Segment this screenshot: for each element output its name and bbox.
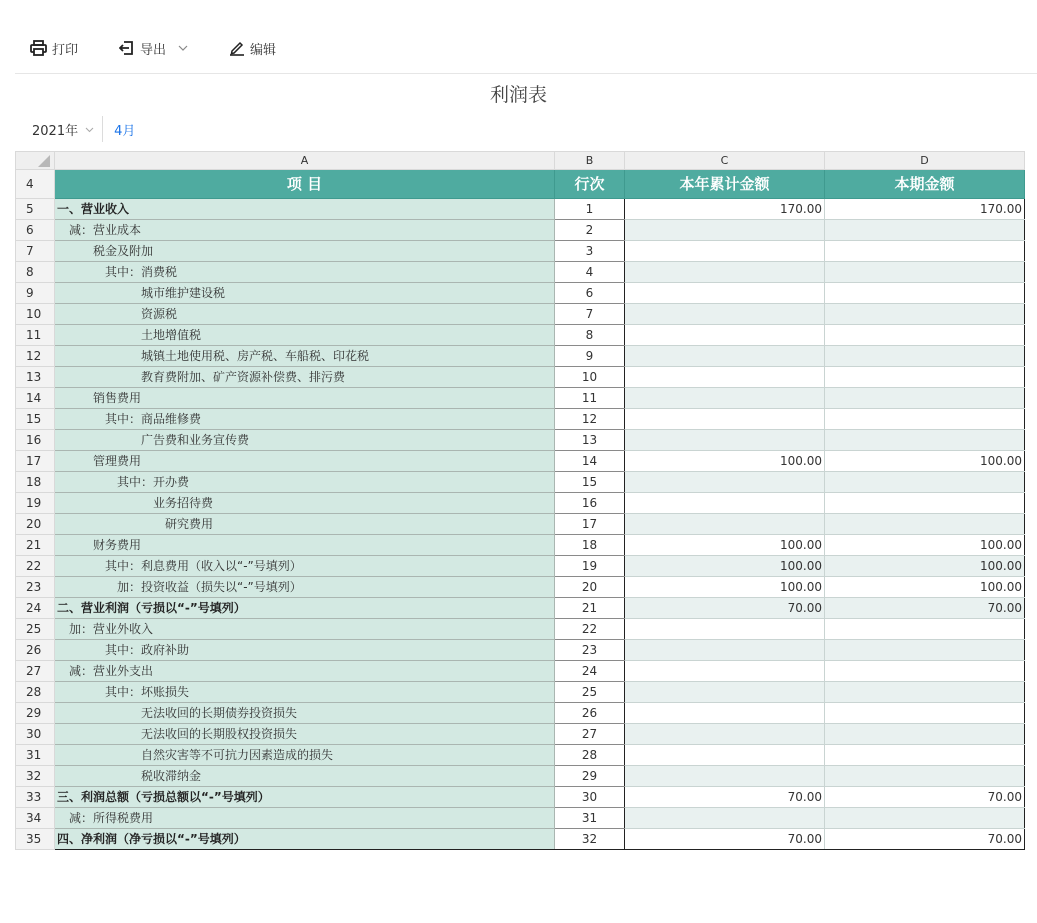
cell-line-no[interactable]: 20 xyxy=(555,577,625,598)
cell-item[interactable]: 其中：坏账损失 xyxy=(55,682,555,703)
row-number[interactable]: 16 xyxy=(16,430,55,451)
select-all-corner[interactable] xyxy=(16,152,55,170)
cell-period-amount[interactable] xyxy=(825,661,1025,682)
row-number[interactable]: 23 xyxy=(16,577,55,598)
cell-line-no[interactable]: 24 xyxy=(555,661,625,682)
cell-item[interactable]: 管理费用 xyxy=(55,451,555,472)
row-number[interactable]: 30 xyxy=(16,724,55,745)
cell-period-amount[interactable] xyxy=(825,493,1025,514)
table-row xyxy=(16,451,1025,472)
table-row xyxy=(16,598,1025,619)
cell-line-no[interactable]: 25 xyxy=(555,682,625,703)
header-ytd-amount[interactable]: 本年累计金额 xyxy=(625,170,825,199)
cell-period-amount[interactable] xyxy=(825,283,1025,304)
row-number[interactable]: 28 xyxy=(16,682,55,703)
table-row xyxy=(16,262,1025,283)
row-number[interactable]: 31 xyxy=(16,745,55,766)
cell-line-no[interactable]: 30 xyxy=(555,787,625,808)
cell-item[interactable]: 其中：商品维修费 xyxy=(55,409,555,430)
table-row xyxy=(16,766,1025,787)
table-row xyxy=(16,241,1025,262)
cell-item[interactable]: 无法收回的长期股权投资损失 xyxy=(55,724,555,745)
cell-line-no[interactable]: 22 xyxy=(555,619,625,640)
cell-ytd-amount[interactable]: 100.00 xyxy=(625,577,825,598)
cell-item[interactable]: 加：投资收益（损失以“-”号填列） xyxy=(55,577,555,598)
cell-item[interactable]: 加：营业外收入 xyxy=(55,619,555,640)
cell-ytd-amount[interactable]: 70.00 xyxy=(625,829,825,850)
export-label: 导出 xyxy=(140,42,167,58)
column-header-row xyxy=(16,152,1025,170)
cell-period-amount[interactable]: 100.00 xyxy=(825,535,1025,556)
year-dropdown[interactable] xyxy=(32,120,102,139)
cell-period-amount[interactable] xyxy=(825,325,1025,346)
cell-line-no[interactable]: 6 xyxy=(555,283,625,304)
row-number[interactable]: 19 xyxy=(16,493,55,514)
cell-ytd-amount[interactable] xyxy=(625,283,825,304)
table-row xyxy=(16,430,1025,451)
cell-item[interactable]: 城市维护建设税 xyxy=(55,283,555,304)
table-row xyxy=(16,304,1025,325)
cell-line-no[interactable]: 3 xyxy=(555,241,625,262)
cell-line-no[interactable]: 15 xyxy=(555,472,625,493)
table-row xyxy=(16,325,1025,346)
cell-item[interactable]: 城镇土地使用税、房产税、车船税、印花税 xyxy=(55,346,555,367)
table-row xyxy=(16,724,1025,745)
table-row xyxy=(16,199,1025,220)
table-row xyxy=(16,745,1025,766)
cell-ytd-amount[interactable] xyxy=(625,304,825,325)
cell-ytd-amount[interactable]: 100.00 xyxy=(625,556,825,577)
row-number[interactable]: 18 xyxy=(16,472,55,493)
chevron-down-icon xyxy=(85,126,94,133)
cell-line-no[interactable]: 21 xyxy=(555,598,625,619)
cell-line-no[interactable]: 16 xyxy=(555,493,625,514)
cell-ytd-amount[interactable] xyxy=(625,493,825,514)
column-header-c[interactable]: C xyxy=(625,152,825,170)
row-number[interactable]: 34 xyxy=(16,808,55,829)
row-number[interactable]: 35 xyxy=(16,829,55,850)
cell-line-no[interactable]: 13 xyxy=(555,430,625,451)
cell-period-amount[interactable] xyxy=(825,430,1025,451)
cell-line-no[interactable]: 23 xyxy=(555,640,625,661)
table-row xyxy=(16,472,1025,493)
cell-item[interactable]: 二、营业利润（亏损以“-”号填列） xyxy=(55,598,555,619)
cell-ytd-amount[interactable]: 170.00 xyxy=(625,199,825,220)
year-value: 2021年 xyxy=(32,123,79,139)
table-row xyxy=(16,514,1025,535)
cell-line-no[interactable]: 7 xyxy=(555,304,625,325)
cell-period-amount[interactable]: 100.00 xyxy=(825,577,1025,598)
header-item[interactable]: 项 目 xyxy=(55,170,555,199)
cell-item[interactable]: 税收滞纳金 xyxy=(55,766,555,787)
row-number[interactable]: 14 xyxy=(16,388,55,409)
cell-line-no[interactable]: 32 xyxy=(555,829,625,850)
cell-period-amount[interactable] xyxy=(825,346,1025,367)
cell-period-amount[interactable]: 100.00 xyxy=(825,451,1025,472)
cell-item[interactable]: 税金及附加 xyxy=(55,241,555,262)
cell-ytd-amount[interactable] xyxy=(625,703,825,724)
cell-ytd-amount[interactable] xyxy=(625,619,825,640)
cell-item[interactable]: 其中：政府补助 xyxy=(55,640,555,661)
row-number[interactable]: 20 xyxy=(16,514,55,535)
print-label: 打印 xyxy=(52,42,79,58)
cell-line-no[interactable]: 17 xyxy=(555,514,625,535)
cell-line-no[interactable]: 8 xyxy=(555,325,625,346)
header-period-amount[interactable]: 本期金额 xyxy=(825,170,1025,199)
period-selector xyxy=(32,118,135,140)
cell-period-amount[interactable] xyxy=(825,472,1025,493)
edit-pencil-icon xyxy=(229,40,245,56)
table-row xyxy=(16,283,1025,304)
cell-period-amount[interactable] xyxy=(825,220,1025,241)
row-number[interactable]: 6 xyxy=(16,220,55,241)
table-row xyxy=(16,556,1025,577)
cell-ytd-amount[interactable] xyxy=(625,262,825,283)
table-row xyxy=(16,808,1025,829)
cell-line-no[interactable]: 29 xyxy=(555,766,625,787)
cell-period-amount[interactable]: 170.00 xyxy=(825,199,1025,220)
cell-item[interactable]: 业务招待费 xyxy=(55,493,555,514)
row-number[interactable]: 32 xyxy=(16,766,55,787)
cell-item[interactable]: 自然灾害等不可抗力因素造成的损失 xyxy=(55,745,555,766)
row-number[interactable]: 25 xyxy=(16,619,55,640)
cell-item[interactable]: 财务费用 xyxy=(55,535,555,556)
cell-ytd-amount[interactable] xyxy=(625,409,825,430)
header-line-no[interactable]: 行次 xyxy=(555,170,625,199)
cell-item[interactable]: 其中：利息费用（收入以“-”号填列） xyxy=(55,556,555,577)
printer-icon xyxy=(30,40,47,56)
cell-line-no[interactable]: 31 xyxy=(555,808,625,829)
column-header-d[interactable]: D xyxy=(825,152,1025,170)
table-row xyxy=(16,493,1025,514)
row-number[interactable]: 24 xyxy=(16,598,55,619)
cell-item[interactable]: 其中：消费税 xyxy=(55,262,555,283)
cell-item[interactable]: 减：所得税费用 xyxy=(55,808,555,829)
row-number[interactable]: 26 xyxy=(16,640,55,661)
cell-item[interactable]: 减：营业成本 xyxy=(55,220,555,241)
cell-ytd-amount[interactable] xyxy=(625,766,825,787)
cell-item[interactable]: 无法收回的长期债券投资损失 xyxy=(55,703,555,724)
cell-ytd-amount[interactable]: 70.00 xyxy=(625,598,825,619)
cell-item[interactable]: 减：营业外支出 xyxy=(55,661,555,682)
table-header-row xyxy=(16,170,1025,199)
cell-period-amount[interactable] xyxy=(825,724,1025,745)
table-row xyxy=(16,703,1025,724)
row-number[interactable]: 5 xyxy=(16,199,55,220)
cell-period-amount[interactable] xyxy=(825,514,1025,535)
cell-item[interactable]: 其中：开办费 xyxy=(55,472,555,493)
row-number[interactable]: 29 xyxy=(16,703,55,724)
cell-period-amount[interactable] xyxy=(825,241,1025,262)
cell-line-no[interactable]: 9 xyxy=(555,346,625,367)
cell-ytd-amount[interactable] xyxy=(625,514,825,535)
row-number[interactable]: 12 xyxy=(16,346,55,367)
row-number[interactable]: 8 xyxy=(16,262,55,283)
cell-period-amount[interactable] xyxy=(825,808,1025,829)
cell-period-amount[interactable]: 70.00 xyxy=(825,787,1025,808)
table-row xyxy=(16,409,1025,430)
row-number[interactable]: 17 xyxy=(16,451,55,472)
table-row xyxy=(16,787,1025,808)
cell-period-amount[interactable] xyxy=(825,619,1025,640)
cell-item[interactable]: 销售费用 xyxy=(55,388,555,409)
cell-ytd-amount[interactable] xyxy=(625,745,825,766)
export-icon xyxy=(119,40,135,56)
cell-period-amount[interactable] xyxy=(825,703,1025,724)
cell-line-no[interactable]: 18 xyxy=(555,535,625,556)
cell-period-amount[interactable] xyxy=(825,745,1025,766)
cell-line-no[interactable]: 2 xyxy=(555,220,625,241)
cell-period-amount[interactable]: 70.00 xyxy=(825,829,1025,850)
column-header-b[interactable]: B xyxy=(555,152,625,170)
table-row xyxy=(16,640,1025,661)
month-tab[interactable]: 4月 xyxy=(114,123,136,139)
row-number[interactable]: 9 xyxy=(16,283,55,304)
table-row xyxy=(16,619,1025,640)
cell-ytd-amount[interactable]: 70.00 xyxy=(625,787,825,808)
cell-ytd-amount[interactable] xyxy=(625,325,825,346)
cell-period-amount[interactable] xyxy=(825,304,1025,325)
cell-period-amount[interactable] xyxy=(825,766,1025,787)
print-button[interactable] xyxy=(30,38,78,58)
row-number[interactable]: 33 xyxy=(16,787,55,808)
cell-line-no[interactable]: 11 xyxy=(555,388,625,409)
cell-ytd-amount[interactable] xyxy=(625,388,825,409)
cell-ytd-amount[interactable] xyxy=(625,430,825,451)
cell-ytd-amount[interactable] xyxy=(625,661,825,682)
period-divider xyxy=(102,116,103,142)
row-number[interactable]: 4 xyxy=(16,170,55,199)
cell-line-no[interactable]: 14 xyxy=(555,451,625,472)
income-statement-sheet xyxy=(15,151,1025,850)
cell-period-amount[interactable] xyxy=(825,640,1025,661)
cell-period-amount[interactable] xyxy=(825,409,1025,430)
row-number[interactable]: 15 xyxy=(16,409,55,430)
cell-ytd-amount[interactable] xyxy=(625,472,825,493)
cell-item[interactable]: 土地增值税 xyxy=(55,325,555,346)
cell-ytd-amount[interactable]: 100.00 xyxy=(625,535,825,556)
toolbar xyxy=(0,28,1037,68)
cell-item[interactable]: 教育费附加、矿产资源补偿费、排污费 xyxy=(55,367,555,388)
table-row xyxy=(16,535,1025,556)
cell-ytd-amount[interactable] xyxy=(625,724,825,745)
cell-period-amount[interactable]: 100.00 xyxy=(825,556,1025,577)
table-row xyxy=(16,682,1025,703)
edit-button[interactable] xyxy=(229,38,276,58)
cell-line-no[interactable]: 27 xyxy=(555,724,625,745)
cell-line-no[interactable]: 10 xyxy=(555,367,625,388)
table-row xyxy=(16,367,1025,388)
cell-period-amount[interactable]: 70.00 xyxy=(825,598,1025,619)
row-number[interactable]: 7 xyxy=(16,241,55,262)
cell-ytd-amount[interactable] xyxy=(625,808,825,829)
cell-ytd-amount[interactable] xyxy=(625,640,825,661)
cell-item[interactable]: 广告费和业务宣传费 xyxy=(55,430,555,451)
column-header-a[interactable]: A xyxy=(55,152,555,170)
report-title: 利润表 xyxy=(489,84,547,106)
table-row xyxy=(16,388,1025,409)
cell-ytd-amount[interactable]: 100.00 xyxy=(625,451,825,472)
cell-period-amount[interactable] xyxy=(825,682,1025,703)
cell-line-no[interactable]: 1 xyxy=(555,199,625,220)
row-number[interactable]: 27 xyxy=(16,661,55,682)
row-number[interactable]: 11 xyxy=(16,325,55,346)
cell-period-amount[interactable] xyxy=(825,262,1025,283)
table-row xyxy=(16,220,1025,241)
cell-period-amount[interactable] xyxy=(825,388,1025,409)
chevron-down-icon xyxy=(178,44,188,52)
cell-line-no[interactable]: 28 xyxy=(555,745,625,766)
cell-item[interactable]: 四、净利润（净亏损以“-”号填列） xyxy=(55,829,555,850)
row-number[interactable]: 13 xyxy=(16,367,55,388)
cell-period-amount[interactable] xyxy=(825,367,1025,388)
row-number[interactable]: 22 xyxy=(16,556,55,577)
toolbar-divider xyxy=(15,73,1037,74)
edit-label: 编辑 xyxy=(250,42,277,58)
cell-ytd-amount[interactable] xyxy=(625,241,825,262)
cell-line-no[interactable]: 19 xyxy=(555,556,625,577)
cell-ytd-amount[interactable] xyxy=(625,367,825,388)
export-dropdown[interactable] xyxy=(119,38,193,58)
cell-line-no[interactable]: 12 xyxy=(555,409,625,430)
table-row xyxy=(16,829,1025,850)
cell-item[interactable]: 三、利润总额（亏损总额以“-”号填列） xyxy=(55,787,555,808)
cell-ytd-amount[interactable] xyxy=(625,682,825,703)
row-number[interactable]: 21 xyxy=(16,535,55,556)
table-row xyxy=(16,661,1025,682)
table-row xyxy=(16,577,1025,598)
cell-line-no[interactable]: 4 xyxy=(555,262,625,283)
cell-ytd-amount[interactable] xyxy=(625,346,825,367)
cell-item[interactable]: 一、营业收入 xyxy=(55,199,555,220)
row-number[interactable]: 10 xyxy=(16,304,55,325)
cell-item[interactable]: 研究费用 xyxy=(55,514,555,535)
cell-ytd-amount[interactable] xyxy=(625,220,825,241)
table-row xyxy=(16,346,1025,367)
cell-item[interactable]: 资源税 xyxy=(55,304,555,325)
cell-line-no[interactable]: 26 xyxy=(555,703,625,724)
